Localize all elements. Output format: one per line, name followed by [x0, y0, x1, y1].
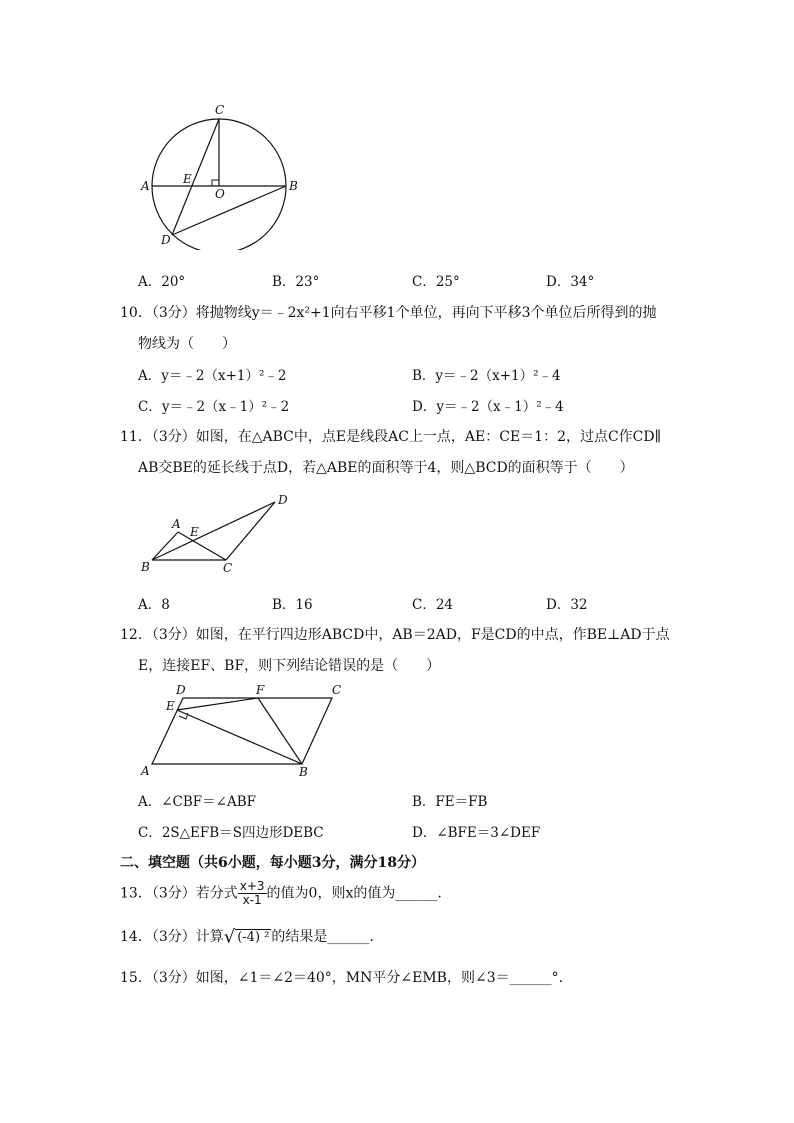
label-B: B: [141, 560, 150, 574]
label-E: E: [190, 525, 199, 539]
q11-stem-line2: AB交BE的延长线于点D，若△ABE的面积等于4，则△BCD的面积等于（ ）: [138, 460, 634, 476]
q13-line: [120, 880, 442, 907]
label-D: D: [161, 233, 171, 247]
q10-option-d: D．y＝﹣2（x﹣1）²﹣4: [412, 399, 564, 415]
label-D: D: [278, 493, 288, 507]
q11-stem-line1: 11．（3分）如图，在△ABC中，点E是线段AC上一点，AE：CE＝1：2，过点C作CD∥: [120, 429, 662, 445]
q11-option-a: A．8: [138, 597, 170, 613]
q9-option-b: B．23°: [272, 274, 320, 290]
q13-prefix: 13．（3分）若分式: [120, 885, 238, 902]
q11-option-b: B．16: [272, 597, 313, 613]
label-A: A: [172, 517, 181, 531]
q13-denominator: x-1: [242, 893, 262, 907]
label-C: C: [215, 103, 225, 117]
label-C: C: [223, 561, 233, 575]
q13-fraction: [238, 880, 267, 907]
q10-option-b: B．y＝﹣2（x+1）²﹣4: [412, 368, 561, 384]
q12-option-a: A．∠CBF＝∠ABF: [138, 794, 257, 810]
q14-suffix: 的结果是______.: [271, 929, 374, 945]
q12-parallelogram-figure: [138, 682, 358, 782]
q9-option-c: C．25°: [412, 274, 460, 290]
q12-option-b: B．FE＝FB: [412, 794, 488, 810]
q10-stem-line1: 10．（3分）将抛物线y＝﹣2x²+1向右平移1个单位，再向下平移3个单位后所得到的抛: [120, 305, 657, 321]
q10-option-a: A．y＝﹣2（x+1）²﹣2: [138, 368, 287, 384]
q12-stem-line1: 12．（3分）如图，在平行四边形ABCD中，AB＝2AD，F是CD的中点，作BE⊥AD于点: [120, 627, 670, 643]
label-E: E: [183, 172, 192, 186]
q14-line: [120, 926, 374, 948]
section-heading: 二、填空题（共6小题，每小题3分，满分18分）: [120, 855, 425, 871]
q15-stem: 15．（3分）如图，∠1＝∠2＝40°，MN平分∠EMB，则∠3＝______°.: [120, 970, 564, 986]
q11-triangle-figure: [138, 490, 298, 578]
q10-option-c: C．y＝﹣2（x﹣1）²﹣2: [138, 399, 290, 415]
label-C: C: [332, 683, 342, 697]
q13-suffix: 的值为0，则x的值为______.: [266, 885, 442, 902]
label-O: O: [215, 187, 225, 201]
q10-stem-line2: 物线为（ ）: [138, 336, 236, 352]
radical-sign-icon: √: [223, 926, 236, 948]
label-F: F: [256, 683, 265, 697]
q14-radicand: (-4) ²: [237, 930, 270, 945]
q9-option-a: A．20°: [138, 274, 186, 290]
q12-option-c: C．2S△EFB＝S四边形DEBC: [138, 825, 324, 841]
q12-option-d: D．∠BFE＝3∠DEF: [412, 825, 541, 841]
label-E: E: [166, 699, 175, 713]
label-A: A: [141, 179, 150, 193]
q11-option-d: D．32: [546, 597, 588, 613]
label-B: B: [299, 765, 308, 779]
label-D: D: [176, 683, 186, 697]
q11-option-c: C．24: [412, 597, 454, 613]
q9-circle-figure: [138, 100, 308, 250]
label-B: B: [289, 179, 298, 193]
q13-numerator: x+3: [239, 879, 265, 893]
q9-option-d: D．34°: [546, 274, 595, 290]
q12-stem-line2: E，连接EF、BF，则下列结论错误的是（ ）: [138, 658, 441, 674]
q14-prefix: 14．（3分）计算: [120, 929, 224, 945]
label-A: A: [141, 764, 150, 778]
